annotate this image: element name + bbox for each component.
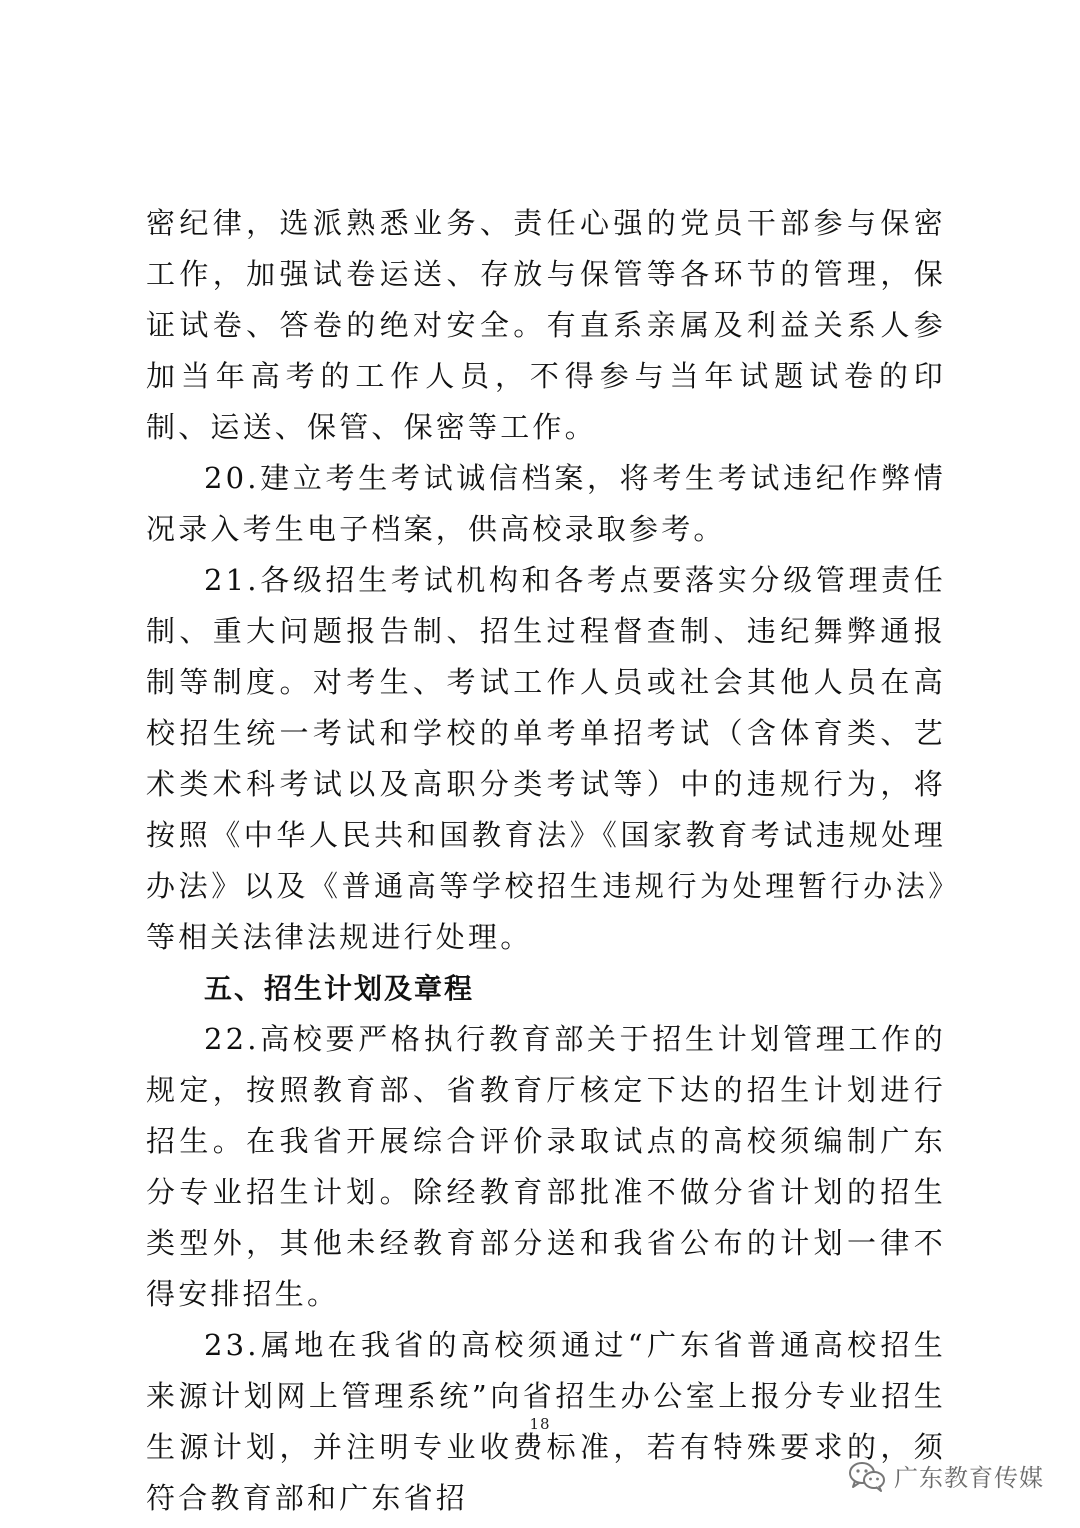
paragraph-item-20: 20.建立考生考试诚信档案，将考生考试违纪作弊情况录入考生电子档案，供高校录取参考。 bbox=[146, 461, 946, 546]
paragraph-item-22: 22.高校要严格执行教育部关于招生计划管理工作的规定，按照教育部、省教育厅核定下达的招生计划进行招生。在我省开展综合评价录取试点的高校须编制广东分专业招生计划。除经教育部批准不做分省计划的招生类型外，其他未经教育部分送和我省公布的计划一律不得安排招生。 bbox=[146, 1022, 946, 1311]
page-number: 18 bbox=[529, 1415, 551, 1433]
document-body bbox=[146, 198, 946, 1524]
watermark-text: 广东教育传媒 bbox=[894, 1464, 1044, 1492]
wechat-icon bbox=[848, 1460, 886, 1492]
watermark bbox=[848, 1458, 1044, 1493]
paragraph-item-23: 23.属地在我省的高校须通过“广东省普通高校招生来源计划网上管理系统”向省招生办公室上报分专业招生生源计划，并注明专业收费标准，若有特殊要求的，须符合教育部和广东省招 bbox=[146, 1328, 946, 1515]
paragraph-item-21: 21.各级招生考试机构和各考点要落实分级管理责任制、重大问题报告制、招生过程督查制、违纪舞弊通报制等制度。对考生、考试工作人员或社会其他人员在高校招生统一考试和学校的单考单招考试（含体育类、艺术类术科考试以及高职分类考试等）中的违规行为，将按照《中华人民共和国教育法》《国家教育考试违规处理办法》以及《普通高等学校招生违规行为处理暂行办法》等相关法律法规进行处理。 bbox=[146, 563, 946, 954]
paragraph-continuation: 密纪律，选派熟悉业务、责任心强的党员干部参与保密工作，加强试卷运送、存放与保管等各环节的管理，保证试卷、答卷的绝对安全。有直系亲属及利益关系人参加当年高考的工作人员，不得参与当年试题试卷的印制、运送、保管、保密等工作。 bbox=[146, 206, 946, 444]
section-heading: 五、招生计划及章程 bbox=[204, 972, 475, 1005]
